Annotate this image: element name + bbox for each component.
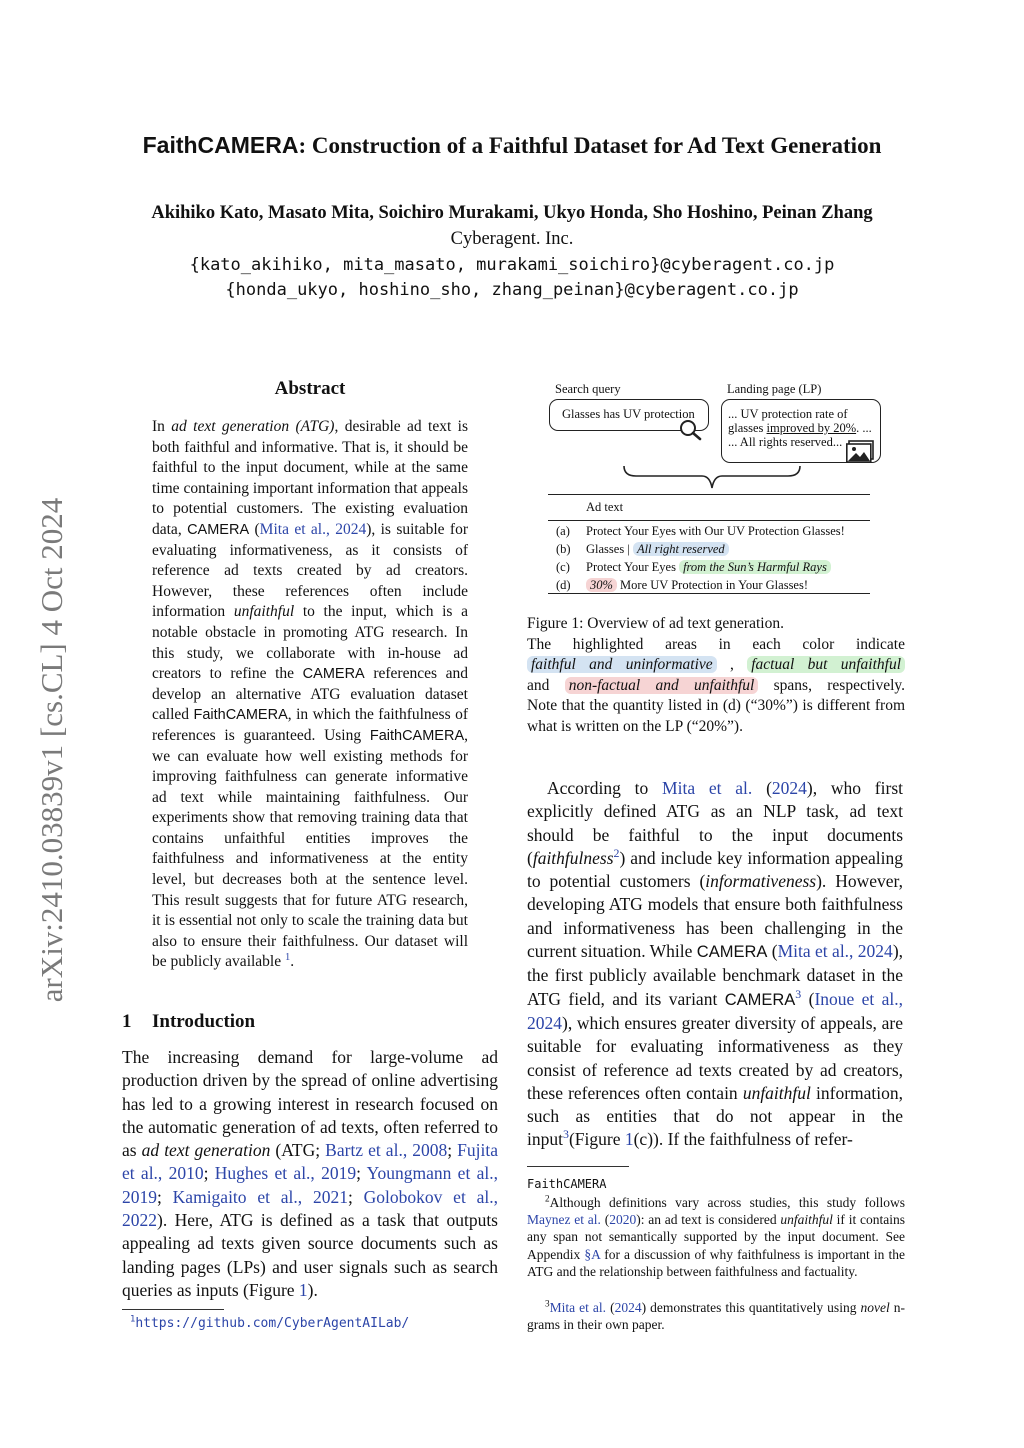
citation-link[interactable]: Mita et al., 2024 xyxy=(259,520,367,538)
ad-text-row: (d) 30% More UV Protection in Your Glasses! xyxy=(556,578,809,592)
legend-green: factual but unfaithful xyxy=(747,656,905,673)
figure-ref-link[interactable]: 1 xyxy=(624,1129,634,1150)
intro-paragraph: The increasing demand for large-volume ad production driven by the spread of online advertising has led to a growing interest in research focused on the automatic generation of ad texts, often referred to as ad text generation (ATG; Bartz et al., 2008; Fujita et al., 2010; Hughes et al., 2019; Youngmann et al., 2019; Kamigaito et al., 2021; Golobokov et al., 2022). Here, ATG is defined as a task that outputs appealing ad texts given source documents such as landing pages (LPs) and user signals such as search queries as inputs (Figure 1). xyxy=(122,1047,499,1300)
citation-link[interactable]: Mita et al. xyxy=(549,1300,607,1315)
title-rest: : Construction of a Faithful Dataset for Ad Text Generation xyxy=(298,133,882,158)
appendix-link[interactable]: §A xyxy=(584,1246,601,1262)
abstract-heading: Abstract xyxy=(274,378,346,399)
caption-title: Figure 1: Overview of ad text generation. xyxy=(527,615,784,632)
footnote-divider xyxy=(122,1309,224,1310)
citation-link[interactable]: 2024 xyxy=(771,778,807,798)
footnote-faithcamera: FaithCAMERA xyxy=(527,1177,607,1191)
footnote-link[interactable]: 3 xyxy=(562,1127,569,1142)
legend-red: non-factual and unfaithful xyxy=(565,677,759,694)
github-url-link[interactable]: https://github.com/CyberAgentAILab/ xyxy=(135,1316,410,1331)
figure-1 xyxy=(528,378,908,608)
email-line-2: {honda_ukyo, hoshino_sho, zhang_peinan}@cyberagent.co.jp xyxy=(225,280,799,300)
citation-link[interactable]: Hughes et al., 2019 xyxy=(214,1163,357,1184)
search-query-text: Glasses has UV protection xyxy=(562,407,695,421)
citation-link[interactable]: Kamigaito et al., 2021 xyxy=(172,1186,348,1207)
ad-text-header: Ad text xyxy=(586,500,624,514)
citation-link[interactable]: Inoue et al., 2024 xyxy=(527,988,904,1033)
ad-text-row: (b) Glasses | All right reserved xyxy=(556,542,878,560)
landing-page-text: ... UV protection rate of glasses improved by 20%. ... ... All rights reserved... xyxy=(728,407,872,449)
footnote-link[interactable]: 3 xyxy=(795,986,802,1001)
right-paragraph: According to Mita et al. (2024), who first explicitly defined ATG as an NLP task, ad text should be faithful to the input documents (faithfulness$^2$) and include key information appealing to potential customers (informativeness). However, developing ATG models that ensure both faithfulness and informativeness has been challenging in the current situation. While CAMERA (Mita et al., 2024), the first publicly available benchmark dataset in the ATG field, and its variant CAMERA$^3$ (Inoue et al., 2024), which ensures greater diversity of appeals, are suitable for evaluating informativeness as they consist of reference ad texts created by ad creators, these references often contain unfaithful information, such as entities that do not appear in the input$^3$(Figure 1(c)). If the faithfulness of refer- xyxy=(527,778,904,1150)
footnote-3: $^3$Mita et al. (2024) demonstrates this quantitatively using novel n-grams in their own paper. xyxy=(527,1298,906,1333)
landing-page-label: Landing page (LP) xyxy=(727,382,822,396)
figure-caption: Figure 1: Overview of ad text generation. The highlighted areas in each color indicate faithful and uninformative , factual but unfaithful and non-factual and unfaithful spans, respectively. Note that the quantity listed in (d) (“30%”) is different from what is written on the LP (“20%”). xyxy=(527,615,905,735)
footnote-link[interactable]: 1 xyxy=(285,952,291,964)
table-top-rule xyxy=(548,494,870,495)
citation-link[interactable]: 2024 xyxy=(614,1300,642,1315)
affiliation: Cyberagent. Inc. xyxy=(450,229,574,249)
author-list: Akihiko Kato, Masato Mita, Soichiro Murakami, Ukyo Honda, Sho Hoshino, Peinan Zhang xyxy=(151,203,873,223)
merge-brace xyxy=(622,464,804,494)
highlight-green: from the Sun’s Harmful Rays xyxy=(679,560,831,574)
paper-title xyxy=(0,132,1024,159)
camera-name: CAMERA xyxy=(187,521,250,538)
section-number: 1 xyxy=(122,1011,132,1032)
citation-link[interactable]: Bartz et al., 2008 xyxy=(325,1140,448,1161)
abstract-atg-term: ad text generation (ATG) xyxy=(171,418,335,435)
section-heading xyxy=(122,1011,502,1033)
citation-link[interactable]: Fujita et al., 2010 xyxy=(122,1140,499,1184)
highlight-blue: All right reserved xyxy=(633,542,729,556)
section-title: Introduction xyxy=(152,1011,256,1032)
title-dataset-name: FaithCAMERA xyxy=(142,132,299,158)
figure-ref-link[interactable]: 1 xyxy=(298,1279,308,1300)
table-mid-rule xyxy=(548,520,870,521)
footnote-2: $^2$Although definitions vary across studies, this study follows Maynez et al. (2020): an ad text is considered unfaithful if it contains any span not semantically supported by the input document. See Appendix §A for a discussion of why faithfulness is important in the ATG and the relationship between faithfulness and factuality. xyxy=(527,1193,905,1279)
table-bottom-rule xyxy=(548,593,870,594)
arxiv-stamp xyxy=(32,460,72,1040)
citation-link[interactable]: Mita et al., 2024 xyxy=(777,941,893,962)
search-query-label: Search query xyxy=(555,382,621,396)
citation-link[interactable]: 2020 xyxy=(609,1212,637,1228)
citation-link[interactable]: Youngmann et al., 2019 xyxy=(122,1163,498,1207)
faithcamera-name: FaithCAMERA xyxy=(193,707,288,724)
footnote-link[interactable]: 2 xyxy=(613,846,620,861)
footnote-1: $^1$https://github.com/CyberAgentAILab/ xyxy=(130,1314,410,1331)
legend-blue: faithful and uninformative xyxy=(527,656,717,673)
ad-text-row: (a) Protect Your Eyes with Our UV Protection Glasses! xyxy=(556,524,845,538)
magnifier-icon xyxy=(678,418,704,442)
arxiv-id: arXiv:2410.03839v1 [cs.CL] 4 Oct 2024 xyxy=(34,497,69,1003)
abstract-body: In ad text generation (ATG), desirable ad text is both faithful and informative. That is, it should be faithful to the input document, while at the same time containing important information that appeals to potential customers. The existing evaluation data, CAMERA (Mita et al., 2024), is suitable for evaluating informativeness, as it consists of reference ad texts created by ad creators. However, these references often include information unfaithful to the input, which is a notable obstacle in promoting ATG research. In this study, we collaborate with in-house ad creators to refine the CAMERA references and develop an alternative ATG evaluation dataset called FaithCAMERA, in which the faithfulness of references is guaranteed. Using FaithCAMERA, we can evaluate how well existing methods for improving faithfulness can generate informative ad text while maintaining faithfulness. Our experiments show that removing training data that contains unfaithful entities improves the faithfulness and informativeness at the entity level, but decreases both at the sentence level. This result suggests that for future ATG research, it is essential not only to scale the training data but also to ensure their faithfulness. Our dataset will be publicly available $^1$. xyxy=(152,418,469,971)
image-icon xyxy=(846,440,876,464)
footnote-divider xyxy=(527,1166,629,1167)
citation-link[interactable]: Golobokov et al., 2022 xyxy=(122,1186,498,1231)
citation-link[interactable]: Maynez et al. xyxy=(527,1212,601,1228)
email-line-1: {kato_akihiko, mita_masato, murakami_soichiro}@cyberagent.co.jp xyxy=(189,255,835,275)
highlight-red: 30% xyxy=(586,578,617,592)
citation-link[interactable]: Mita et al. xyxy=(662,778,753,798)
ad-text-row: (c) Protect Your Eyes from the Sun’s Harmful Rays xyxy=(556,560,878,578)
